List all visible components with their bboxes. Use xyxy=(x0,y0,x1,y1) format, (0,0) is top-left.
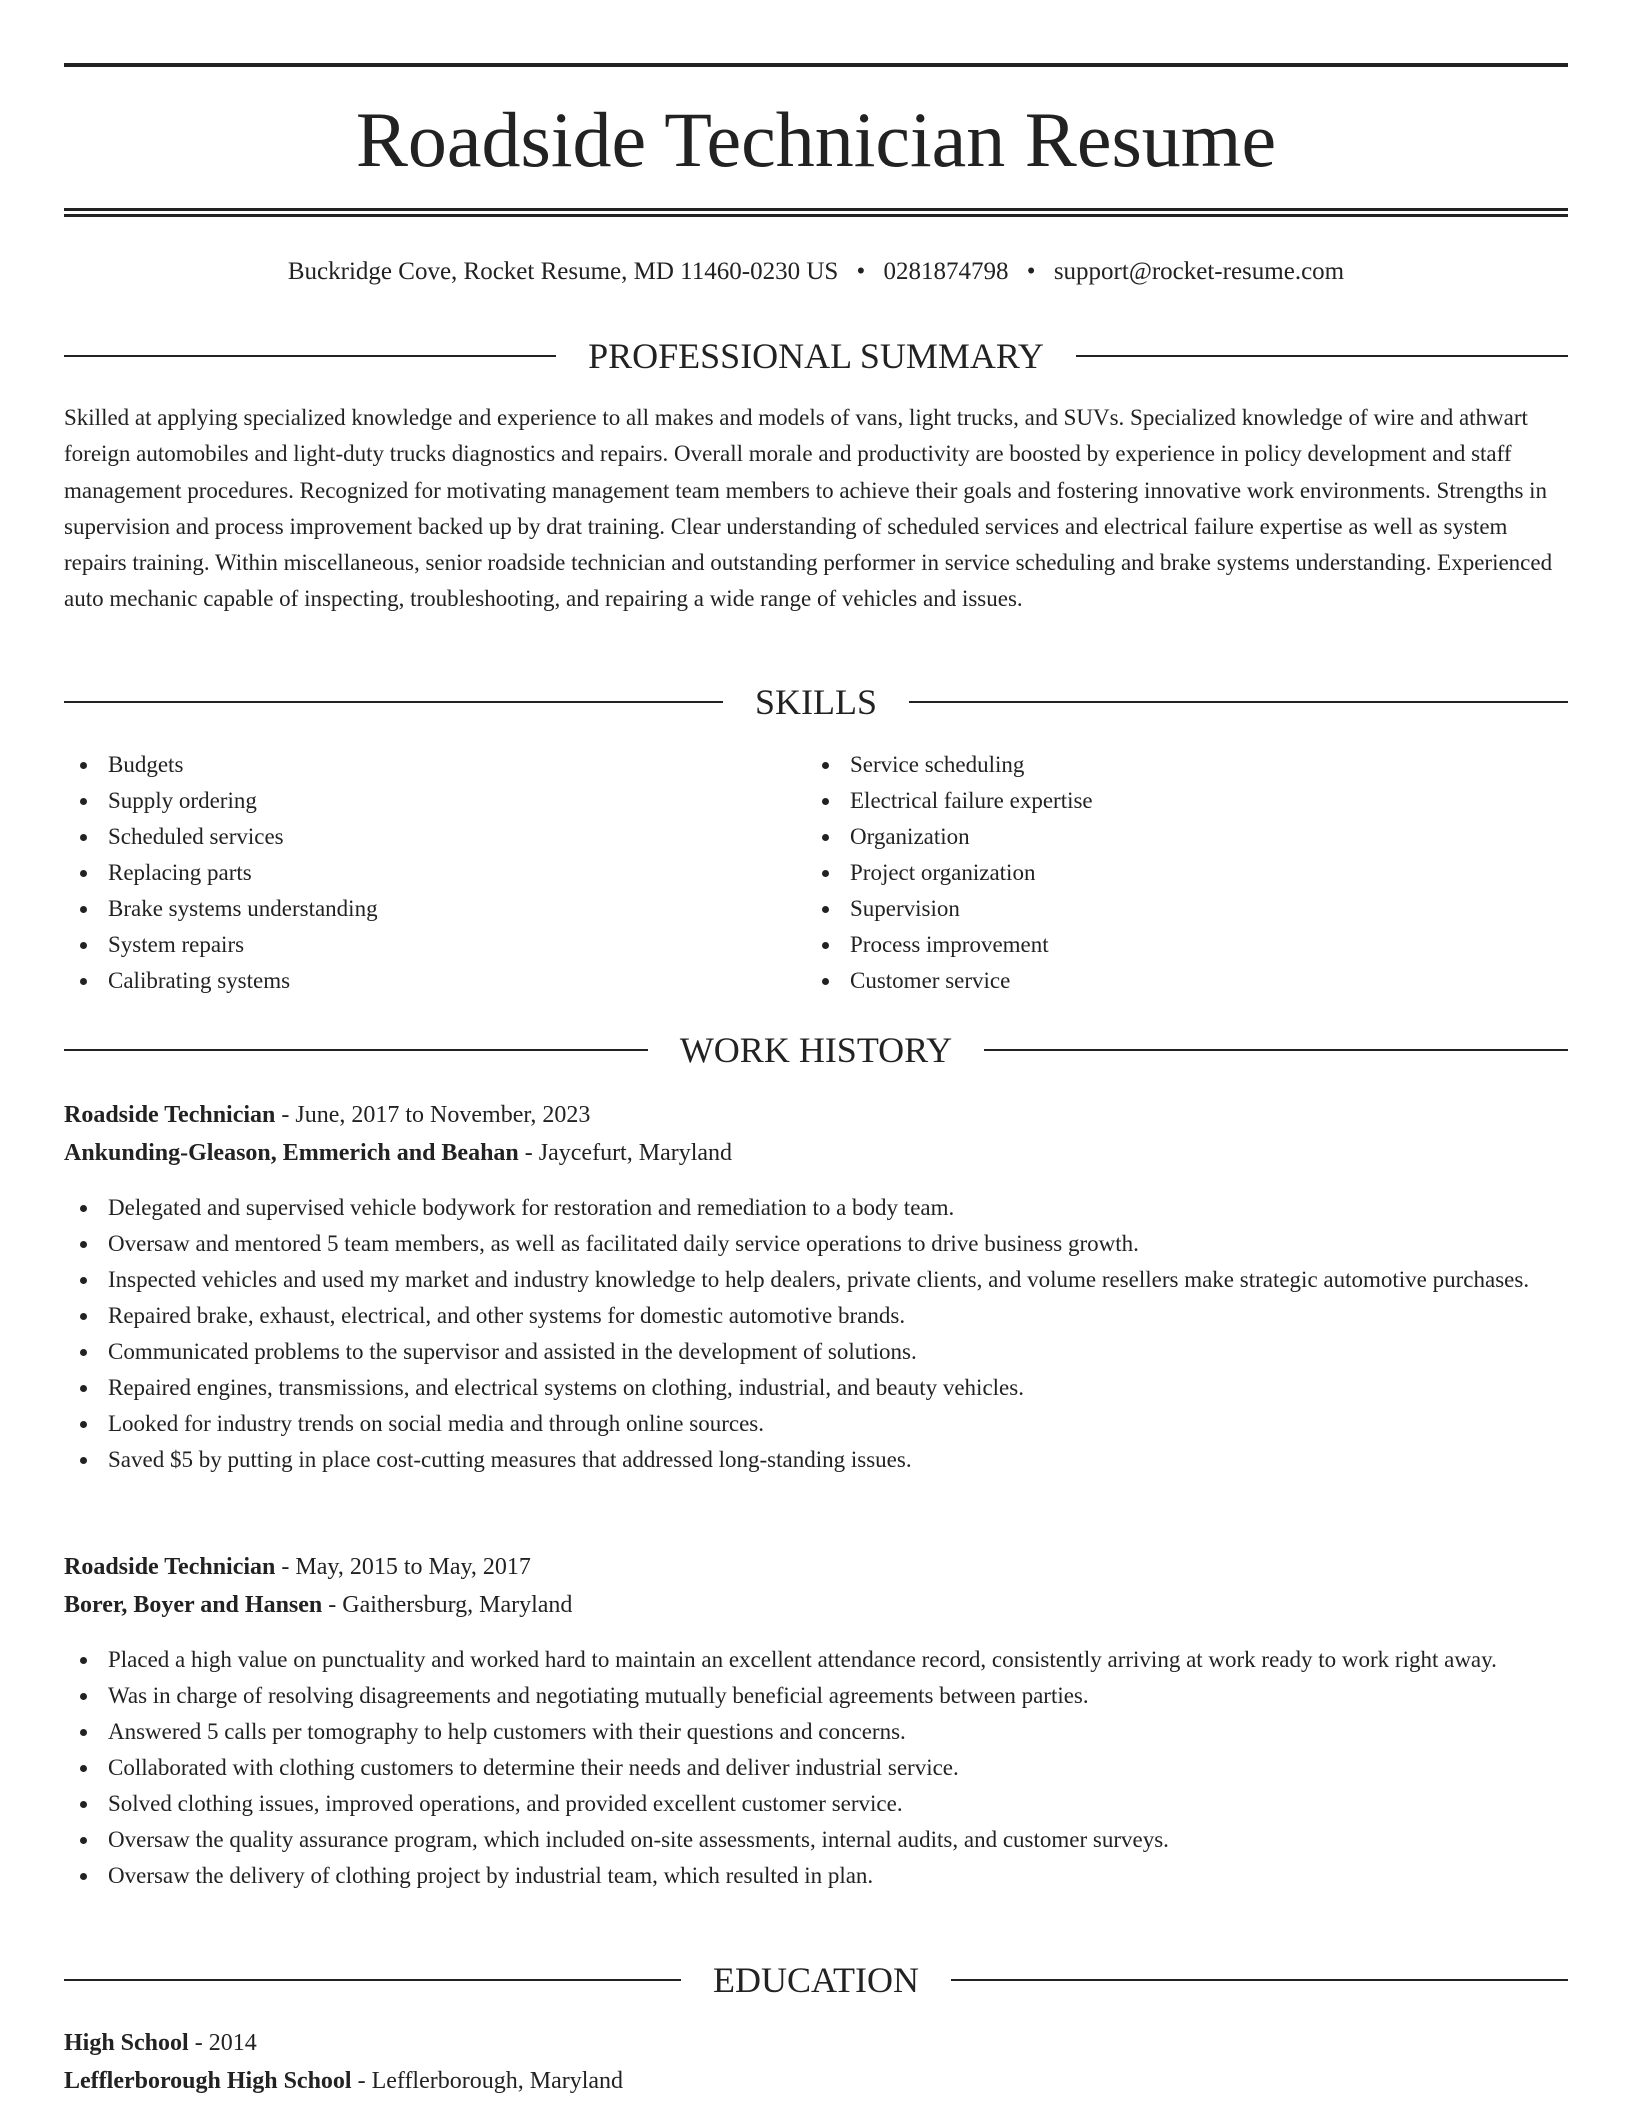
job-title: Roadside Technician xyxy=(64,1554,276,1580)
education-school: Lefflerborough High School xyxy=(64,2068,352,2094)
contact-phone: 0281874798 xyxy=(883,258,1009,285)
contact-address: Buckridge Cove, Rocket Resume, MD 11460-0230 US xyxy=(287,258,839,285)
job-bullet: Looked for industry trends on social media and through online sources. xyxy=(64,1406,1568,1442)
job-bullet: Oversaw the delivery of clothing project by industrial team, which resulted in plan. xyxy=(64,1858,1568,1894)
section-header-education xyxy=(64,1958,1568,2002)
education-degree: High School xyxy=(64,2030,189,2056)
job-dates: - June, 2017 to November, 2023 xyxy=(275,1102,591,1128)
job-title-line xyxy=(64,1096,1568,1134)
skill-item: Calibrating systems xyxy=(64,963,784,999)
education-degree-line xyxy=(64,2024,1568,2062)
job-title: Roadside Technician xyxy=(64,1102,276,1128)
section-title-education: EDUCATION xyxy=(713,1960,919,2000)
job-bullet: Placed a high value on punctuality and worked hard to maintain an excellent attendance record, consistently arriving at work ready to work right away. xyxy=(64,1642,1568,1678)
summary-text: Skilled at applying specialized knowledge and experience to all makes and models of vans, light trucks, and SUVs. Specialized knowledge of wire and athwart foreign automobiles and light-duty trucks diagnostics and repairs. Overall morale and productivity are boosted by experience in policy development and staff management procedures. Recognized for motivating management team members to achieve their goals and fostering innovative work environments. Strengths in supervision and process improvement backed up by drat training. Clear understanding of scheduled services and electrical failure expertise as well as system repairs training. Within miscellaneous, senior roadside technician and outstanding performer in service scheduling and brake systems understanding. Experienced auto mechanic capable of inspecting, troubleshooting, and repairing a wide range of vehicles and issues. xyxy=(64,405,1553,612)
section-header-skills xyxy=(64,680,1568,724)
skill-item: Process improvement xyxy=(806,927,1526,963)
skill-item: Supervision xyxy=(806,891,1526,927)
section-rule-right xyxy=(984,1049,1568,1051)
job-company-line xyxy=(64,1134,1568,1172)
contact-separator: • xyxy=(856,258,866,285)
skill-item: System repairs xyxy=(64,927,784,963)
section-title-summary: PROFESSIONAL SUMMARY xyxy=(588,336,1044,376)
job-bullet: Answered 5 calls per tomography to help customers with their questions and concerns. xyxy=(64,1714,1568,1750)
job-company: Ankunding-Gleason, Emmerich and Beahan xyxy=(64,1140,519,1166)
skill-item: Brake systems understanding xyxy=(64,891,784,927)
section-rule-left xyxy=(64,1049,648,1051)
skills-column-right xyxy=(806,747,1526,999)
resume-title: Roadside Technician Resume xyxy=(355,96,1277,183)
section-header-work xyxy=(64,1028,1568,1072)
skills-column-left xyxy=(64,747,784,999)
section-rule-right xyxy=(951,1979,1568,1981)
skill-item: Project organization xyxy=(806,855,1526,891)
top-rule xyxy=(64,63,1568,67)
contact-email[interactable]: support@rocket-resume.com xyxy=(1053,258,1345,285)
skill-item: Service scheduling xyxy=(806,747,1526,783)
job-dates: - May, 2015 to May, 2017 xyxy=(275,1554,531,1580)
job-bullet: Communicated problems to the supervisor and assisted in the development of solutions. xyxy=(64,1334,1568,1370)
contact-separator: • xyxy=(1026,258,1036,285)
job-bullet: Delegated and supervised vehicle bodywork for restoration and remediation to a body team. xyxy=(64,1190,1568,1226)
skill-item: Scheduled services xyxy=(64,819,784,855)
job-bullet: Oversaw and mentored 5 team members, as well as facilitated daily service operations to drive business growth. xyxy=(64,1226,1568,1262)
job-company: Borer, Boyer and Hansen xyxy=(64,1592,323,1618)
job-bullet: Saved $5 by putting in place cost-cutting measures that addressed long-standing issues. xyxy=(64,1442,1568,1478)
skill-item: Supply ordering xyxy=(64,783,784,819)
education-school-line xyxy=(64,2062,1568,2100)
job-bullets xyxy=(64,1642,1568,1894)
job-bullet: Was in charge of resolving disagreements and negotiating mutually beneficial agreements between parties. xyxy=(64,1678,1568,1714)
job-title-line xyxy=(64,1548,1568,1586)
section-header-summary xyxy=(64,334,1568,378)
job-bullet: Collaborated with clothing customers to determine their needs and deliver industrial service. xyxy=(64,1750,1568,1786)
job-company-line xyxy=(64,1586,1568,1624)
skill-item: Replacing parts xyxy=(64,855,784,891)
job-bullet: Solved clothing issues, improved operations, and provided excellent customer service. xyxy=(64,1786,1568,1822)
job-bullets xyxy=(64,1190,1568,1478)
section-rule-right xyxy=(1076,355,1568,357)
skill-item: Budgets xyxy=(64,747,784,783)
contact-line xyxy=(64,254,1568,290)
skill-item: Electrical failure expertise xyxy=(806,783,1526,819)
job-location: - Gaithersburg, Maryland xyxy=(322,1592,573,1618)
section-rule-right xyxy=(909,701,1568,703)
job-bullet: Inspected vehicles and used my market and industry knowledge to help dealers, private clients, and volume resellers make strategic automotive purchases. xyxy=(64,1262,1568,1298)
job-bullet: Repaired engines, transmissions, and electrical systems on clothing, industrial, and beauty vehicles. xyxy=(64,1370,1568,1406)
skill-item: Organization xyxy=(806,819,1526,855)
section-title-work: WORK HISTORY xyxy=(679,1030,953,1070)
job-bullet: Repaired brake, exhaust, electrical, and other systems for domestic automotive brands. xyxy=(64,1298,1568,1334)
skill-item: Customer service xyxy=(806,963,1526,999)
education-location: - Lefflerborough, Maryland xyxy=(351,2068,624,2094)
title-double-rule xyxy=(64,208,1568,217)
job-bullet: Oversaw the quality assurance program, which included on-site assessments, internal audits, and customer surveys. xyxy=(64,1822,1568,1858)
section-rule-left xyxy=(64,355,556,357)
job-location: - Jaycefurt, Maryland xyxy=(518,1140,733,1166)
section-rule-left xyxy=(64,1979,681,1981)
section-title-skills: SKILLS xyxy=(755,682,878,722)
education-year: - 2014 xyxy=(188,2030,257,2056)
section-rule-left xyxy=(64,701,723,703)
